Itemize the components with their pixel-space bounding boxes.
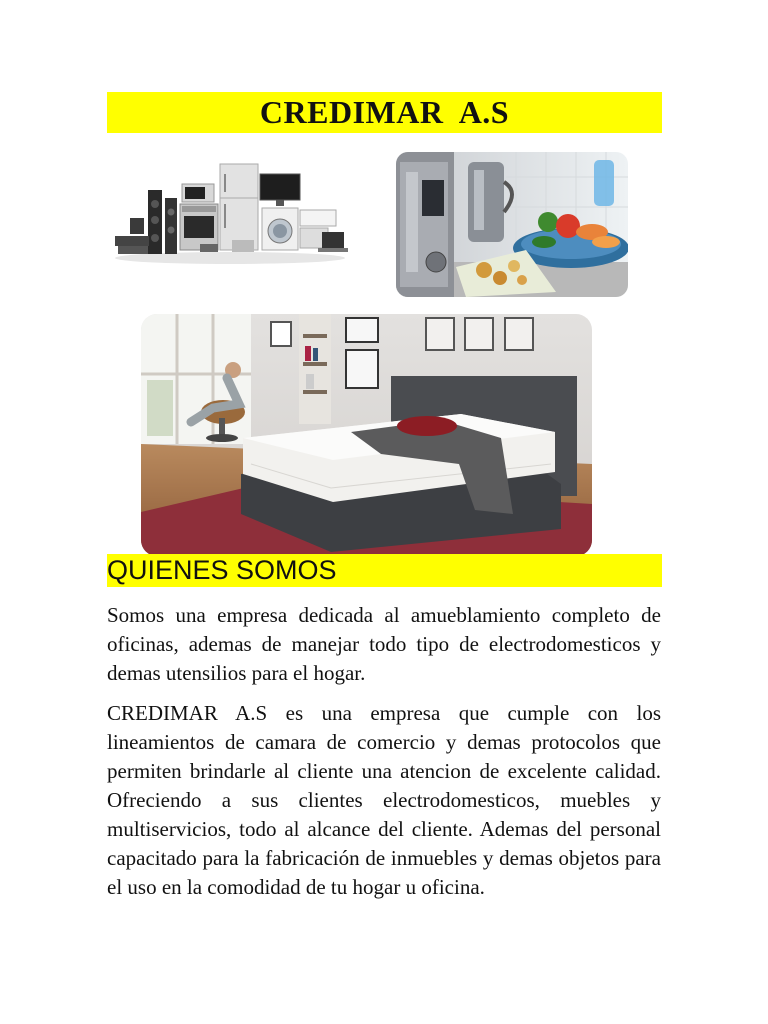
appliances-photo <box>110 158 350 266</box>
description-paragraph: CREDIMAR A.S es una empresa que cumple con los lineamientos de camara de comercio y demas protocolos que permiten brindarle al cliente una atencion de excelente calidad. Ofreciendo a sus clientes electrodomesticos, muebles y multiservicios, todo al alcance del cliente. Ademas del personal capacitado para la fabricación de inmuebles y demas objetos para el uso en la comodidad de tu hogar u oficina. <box>107 701 661 899</box>
section-heading: QUIENES SOMOS <box>107 555 337 585</box>
section-banner <box>107 554 662 587</box>
intro-paragraph: Somos una empresa dedicada al amueblamiento completo de oficinas, ademas de manejar todo tipo de electrodomesticos y demas utensilios para el hogar. <box>107 603 661 685</box>
kitchen-photo <box>396 152 628 297</box>
page-title: CREDIMAR A.S <box>259 94 510 130</box>
bedroom-photo <box>141 314 592 556</box>
title-banner <box>107 92 662 133</box>
